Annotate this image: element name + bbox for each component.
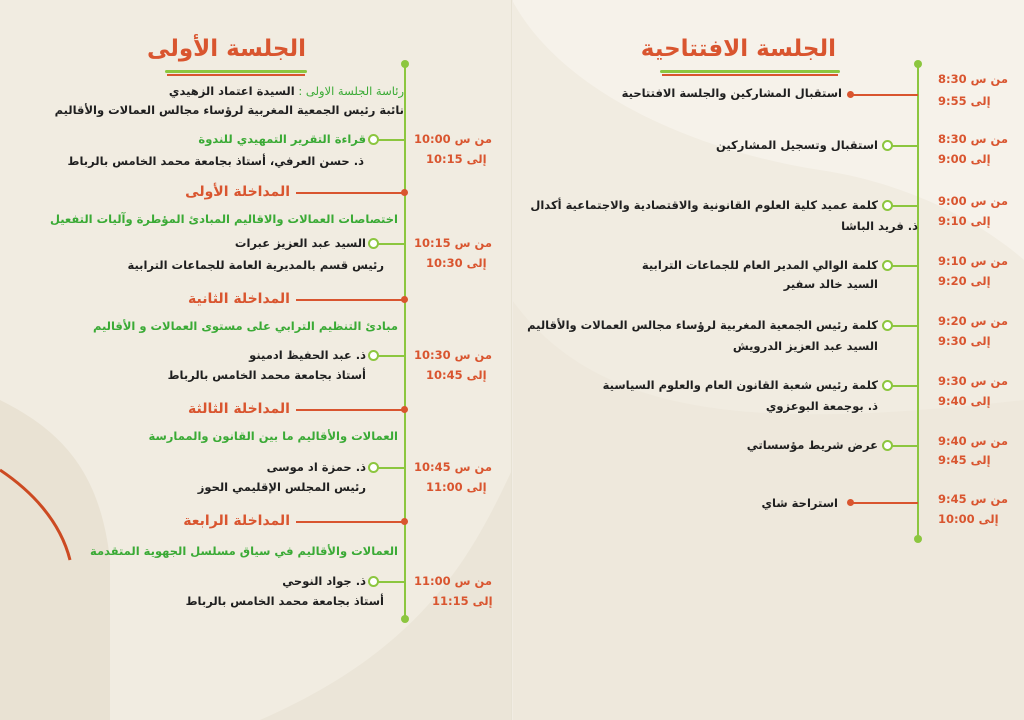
title-underline	[165, 70, 307, 73]
bullet	[882, 200, 893, 211]
item-speaker: ذ. فريد الباشا	[841, 219, 918, 233]
chair-role: نائبة رئيس الجمعية المغربية لرؤساء مجالس العمالات والأقاليم	[54, 103, 404, 117]
intervention-heading: المداخلة الأولى	[185, 184, 290, 200]
junction-dot	[401, 518, 408, 525]
speaker-role: أستاذ بجامعة محمد الخامس بالرباط	[185, 594, 384, 608]
time-to: إلى 9:20	[938, 274, 991, 288]
bullet	[368, 576, 379, 587]
item-speaker: ذ. بوجمعة البوعزوي	[765, 399, 878, 413]
time-from: من س 11:00	[414, 574, 492, 588]
time-to: إلى 11:15	[432, 594, 493, 608]
speaker-name: ذ. جواد النوحي	[282, 574, 366, 588]
time-to: إلى 9:40	[938, 394, 991, 408]
time-from: من س 10:15	[414, 236, 492, 250]
title-underline-accent	[662, 74, 838, 76]
timeline-cap-bottom	[401, 615, 409, 623]
time-from: من س 9:00	[938, 194, 1008, 208]
bullet	[882, 320, 893, 331]
connector	[890, 445, 918, 447]
item-title: استراحة شاي	[761, 496, 838, 510]
time-from: من س 8:30	[938, 132, 1008, 146]
intervention-topic: اختصاصات العمالات والاقاليم المبادئ المؤطرة وآليات التفعيل	[49, 212, 398, 226]
junction-dot	[401, 296, 408, 303]
connector	[376, 355, 405, 357]
time-to: إلى 9:55	[938, 94, 991, 108]
speaker-name: السيد عبد العزيز عبرات	[234, 236, 366, 250]
item-title: كلمة رئيس الجمعية المغربية لرؤساء مجالس العمالات والأقاليم	[527, 318, 878, 332]
connector	[376, 581, 405, 583]
bullet	[847, 91, 854, 98]
timeline-line	[404, 64, 406, 619]
connector	[890, 385, 918, 387]
connector	[890, 325, 918, 327]
item-title: كلمة الوالي المدير العام للجماعات الترابية	[641, 258, 878, 272]
speaker-role: أستاذ بجامعة محمد الخامس بالرباط	[167, 368, 366, 382]
session-chair	[169, 84, 404, 98]
bullet	[368, 350, 379, 361]
connector	[852, 502, 918, 504]
time-from: من س 9:10	[938, 254, 1008, 268]
chair-name: السيدة اعتماد الزهيدي	[168, 84, 295, 98]
intervention-topic: العمالات والأقاليم ما بين القانون والممارسة	[148, 429, 398, 443]
connector	[376, 243, 405, 245]
timeline-cap-top	[401, 60, 409, 68]
time-from: من س 9:40	[938, 434, 1008, 448]
time-from: من س 10:00	[414, 132, 492, 146]
connector	[296, 192, 405, 194]
item-speaker: السيد عبد العزيز الدرويش	[732, 339, 878, 353]
speaker-name: ذ. عبد الحفيظ ادمينو	[249, 348, 366, 362]
time-to: إلى 9:45	[938, 453, 991, 467]
time-from: من س 8:30	[938, 72, 1008, 86]
time-to: إلى 9:00	[938, 152, 991, 166]
bullet	[882, 260, 893, 271]
connector	[296, 409, 405, 411]
intervention-heading: المداخلة الثانية	[188, 291, 290, 307]
time-to: إلى 9:30	[938, 334, 991, 348]
page-fold	[511, 0, 513, 720]
time-to: إلى 10:45	[426, 368, 487, 382]
connector	[296, 521, 405, 523]
bullet	[368, 462, 379, 473]
item-title: استقبال وتسجيل المشاركين	[716, 138, 878, 152]
title-underline-accent	[167, 74, 305, 76]
intervention-heading: المداخلة الرابعة	[183, 513, 290, 529]
first-session-title: الجلسة الأولى	[146, 36, 306, 62]
time-to: إلى 10:15	[426, 152, 487, 166]
item-title: كلمة رئيس شعبة القانون العام والعلوم السياسية	[602, 378, 878, 392]
item-title: قراءة التقرير التمهيدي للندوة	[198, 132, 366, 146]
time-to: إلى 9:10	[938, 214, 991, 228]
timeline-cap-top	[914, 60, 922, 68]
time-from: من س 10:30	[414, 348, 492, 362]
intervention-topic: العمالات والأقاليم في سياق مسلسل الجهوية المتقدمة	[89, 544, 398, 558]
item-title: استقبال المشاركين والجلسة الافتتاحية	[621, 86, 842, 100]
item-speaker: السيد خالد سفير	[783, 277, 878, 291]
bullet	[368, 238, 379, 249]
time-from: من س 9:30	[938, 374, 1008, 388]
timeline-line	[917, 64, 919, 539]
item-title: كلمة عميد كلية العلوم القانونية والاقتصادية والاجتماعية أكدال	[530, 198, 878, 212]
timeline-cap-bottom	[914, 535, 922, 543]
bullet	[847, 499, 854, 506]
bullet	[368, 134, 379, 145]
intervention-heading: المداخلة الثالثة	[188, 401, 290, 417]
time-from: من س 9:45	[938, 492, 1008, 506]
connector	[890, 145, 918, 147]
time-to: إلى 11:00	[426, 480, 487, 494]
time-from: من س 10:45	[414, 460, 492, 474]
junction-dot	[401, 406, 408, 413]
time-to: إلى 10:00	[938, 512, 999, 526]
opening-session-title: الجلسة الافتتاحية	[640, 36, 836, 62]
speaker-role: رئيس قسم بالمديرية العامة للجماعات الترابية	[127, 258, 384, 272]
speaker-role: رئيس المجلس الإقليمي الحوز	[197, 480, 366, 494]
connector	[852, 94, 918, 96]
bullet	[882, 380, 893, 391]
time-from: من س 9:20	[938, 314, 1008, 328]
chair-label: رئاسة الجلسة الاولى :	[294, 84, 404, 98]
bullet	[882, 440, 893, 451]
connector	[890, 265, 918, 267]
time-to: إلى 10:30	[426, 256, 487, 270]
title-underline	[660, 70, 840, 73]
item-title: عرض شريط مؤسساتي	[746, 438, 878, 452]
junction-dot	[401, 189, 408, 196]
speaker-name: ذ. حمزة اد موسى	[266, 460, 366, 474]
bullet	[882, 140, 893, 151]
connector	[376, 139, 405, 141]
connector	[296, 299, 405, 301]
connector	[376, 467, 405, 469]
intervention-topic: مبادئ التنظيم الترابي على مستوى العمالات و الأقاليم	[92, 319, 398, 333]
item-speaker: ذ. حسن العرفي، أستاذ بجامعة محمد الخامس بالرباط	[67, 154, 364, 168]
connector	[890, 205, 918, 207]
